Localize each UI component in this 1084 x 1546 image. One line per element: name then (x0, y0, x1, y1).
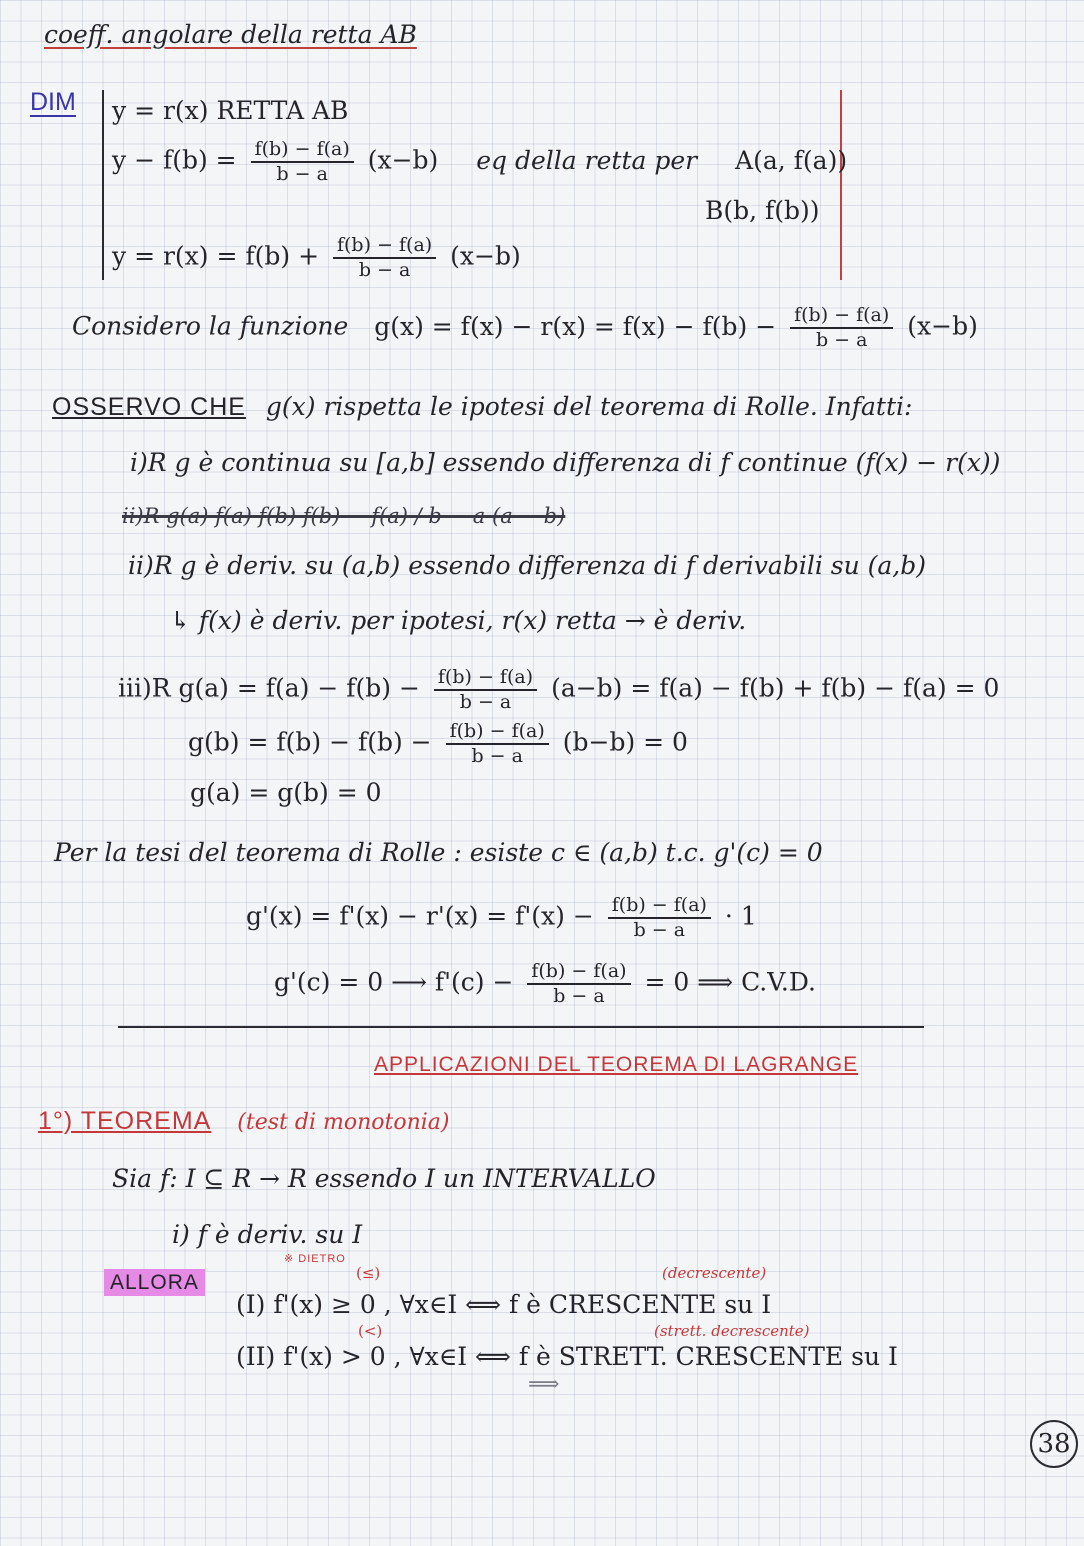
line-ii-derivabile: ii)R g è deriv. su (a,b) essendo differenza di f derivabili su (a,b) (128, 551, 927, 580)
allora-badge: ALLORA (104, 1272, 205, 1293)
note-arrow: ⟹ (528, 1372, 560, 1397)
line-iii-ga: iii)R g(a) = f(a) − f(b) − $\frac{f(b) - f(a)}{b - a}$ (a−b) = f(a) − f(b) + f(b) − f(a) = 0 (118, 666, 1000, 713)
line-eq-retta: y − f(b) = $\frac{f(b) - f(a)}{b - a}$ (x−b) eq della retta per A(a, f(a)) (112, 138, 848, 185)
note-le-2: (<) (358, 1322, 383, 1340)
note-dietro: ※ DIETRO (284, 1253, 346, 1265)
line-i-deriv: i) f è deriv. su I (172, 1220, 363, 1249)
line-g-prime-c: g'(c) = 0 ⟶ f'(c) − $\frac{f(b) - f(a)}{b - a}$ = 0 ⟹ C.V.D. (274, 960, 816, 1007)
page-number: 38 (1030, 1420, 1078, 1468)
fraction: $\frac{f(b) - f(a)}{b - a}$ (251, 140, 354, 184)
line-ga-eq-gb: g(a) = g(b) = 0 (190, 778, 382, 807)
result-i: (I) f'(x) ≥ 0 , ∀x∈I ⟺ f è CRESCENTE su I (236, 1290, 772, 1319)
note-le-1: (≤) (356, 1264, 381, 1282)
line-ipotesi: ↳ f(x) è deriv. per ipotesi, r(x) retta → è deriv. (170, 606, 747, 635)
section-title: APPLICAZIONI DEL TEOREMA DI LAGRANGE (374, 1053, 859, 1076)
line-coeff-angolare: coeff. angolare della retta AB (44, 20, 417, 49)
fraction: $\frac{f(b) - f(a)}{b - a}$ (790, 306, 893, 350)
line-retta-ab: y = r(x) RETTA AB (112, 96, 349, 125)
line-struck-out: ii)R g(a) f(a) f(b) f(b) − f(a) / b − a (a − b) (122, 504, 566, 528)
fraction: $\frac{f(b) - f(a)}{b - a}$ (434, 668, 537, 712)
line-considero: Considero la funzione g(x) = f(x) − r(x) = f(x) − f(b) − $\frac{f(b) - f(a)}{b - a}$ (x−b) (72, 304, 978, 351)
dim-bracket-right (830, 90, 842, 280)
line-gb: g(b) = f(b) − f(b) − $\frac{f(b) - f(a)}{b - a}$ (b−b) = 0 (188, 720, 688, 767)
line-sia-f: Sia f: I ⊆ R → R essendo I un INTERVALLO (112, 1164, 656, 1193)
fraction: $\frac{f(b) - f(a)}{b - a}$ (608, 896, 711, 940)
dim-label: DIM (30, 88, 76, 116)
line-tesi-rolle: Per la tesi del teorema di Rolle : esiste c ∈ (a,b) t.c. g'(c) = 0 (54, 838, 823, 867)
line-osservo: OSSERVO CHE g(x) rispetta le ipotesi del teorema di Rolle. Infatti: (52, 392, 913, 421)
line-g-prime-x: g'(x) = f'(x) − r'(x) = f'(x) − $\frac{f(b) - f(a)}{b - a}$ · 1 (246, 894, 757, 941)
divider-line (118, 1026, 924, 1028)
fraction: $\frac{f(b) - f(a)}{b - a}$ (333, 236, 436, 280)
fraction: $\frac{f(b) - f(a)}{b - a}$ (446, 722, 549, 766)
dim-bracket-left (102, 90, 104, 280)
theorem-heading: 1°) TEOREMA (test di monotonia) (38, 1107, 450, 1135)
note-decrescente: (decrescente) (662, 1264, 767, 1282)
line-i-continua: i)R g è continua su [a,b] essendo differenza di f continue (f(x) − r(x)) (130, 448, 1001, 477)
line-r-of-x: y = r(x) = f(b) + $\frac{f(b) - f(a)}{b - a}$ (x−b) (112, 234, 521, 281)
note-strett-decrescente: (strett. decrescente) (654, 1322, 810, 1340)
fraction: $\frac{f(b) - f(a)}{b - a}$ (527, 962, 630, 1006)
point-b: B(b, f(b)) (705, 196, 820, 225)
result-ii: (II) f'(x) > 0 , ∀x∈I ⟺ f è STRETT. CRESCENTE su I (236, 1342, 898, 1371)
